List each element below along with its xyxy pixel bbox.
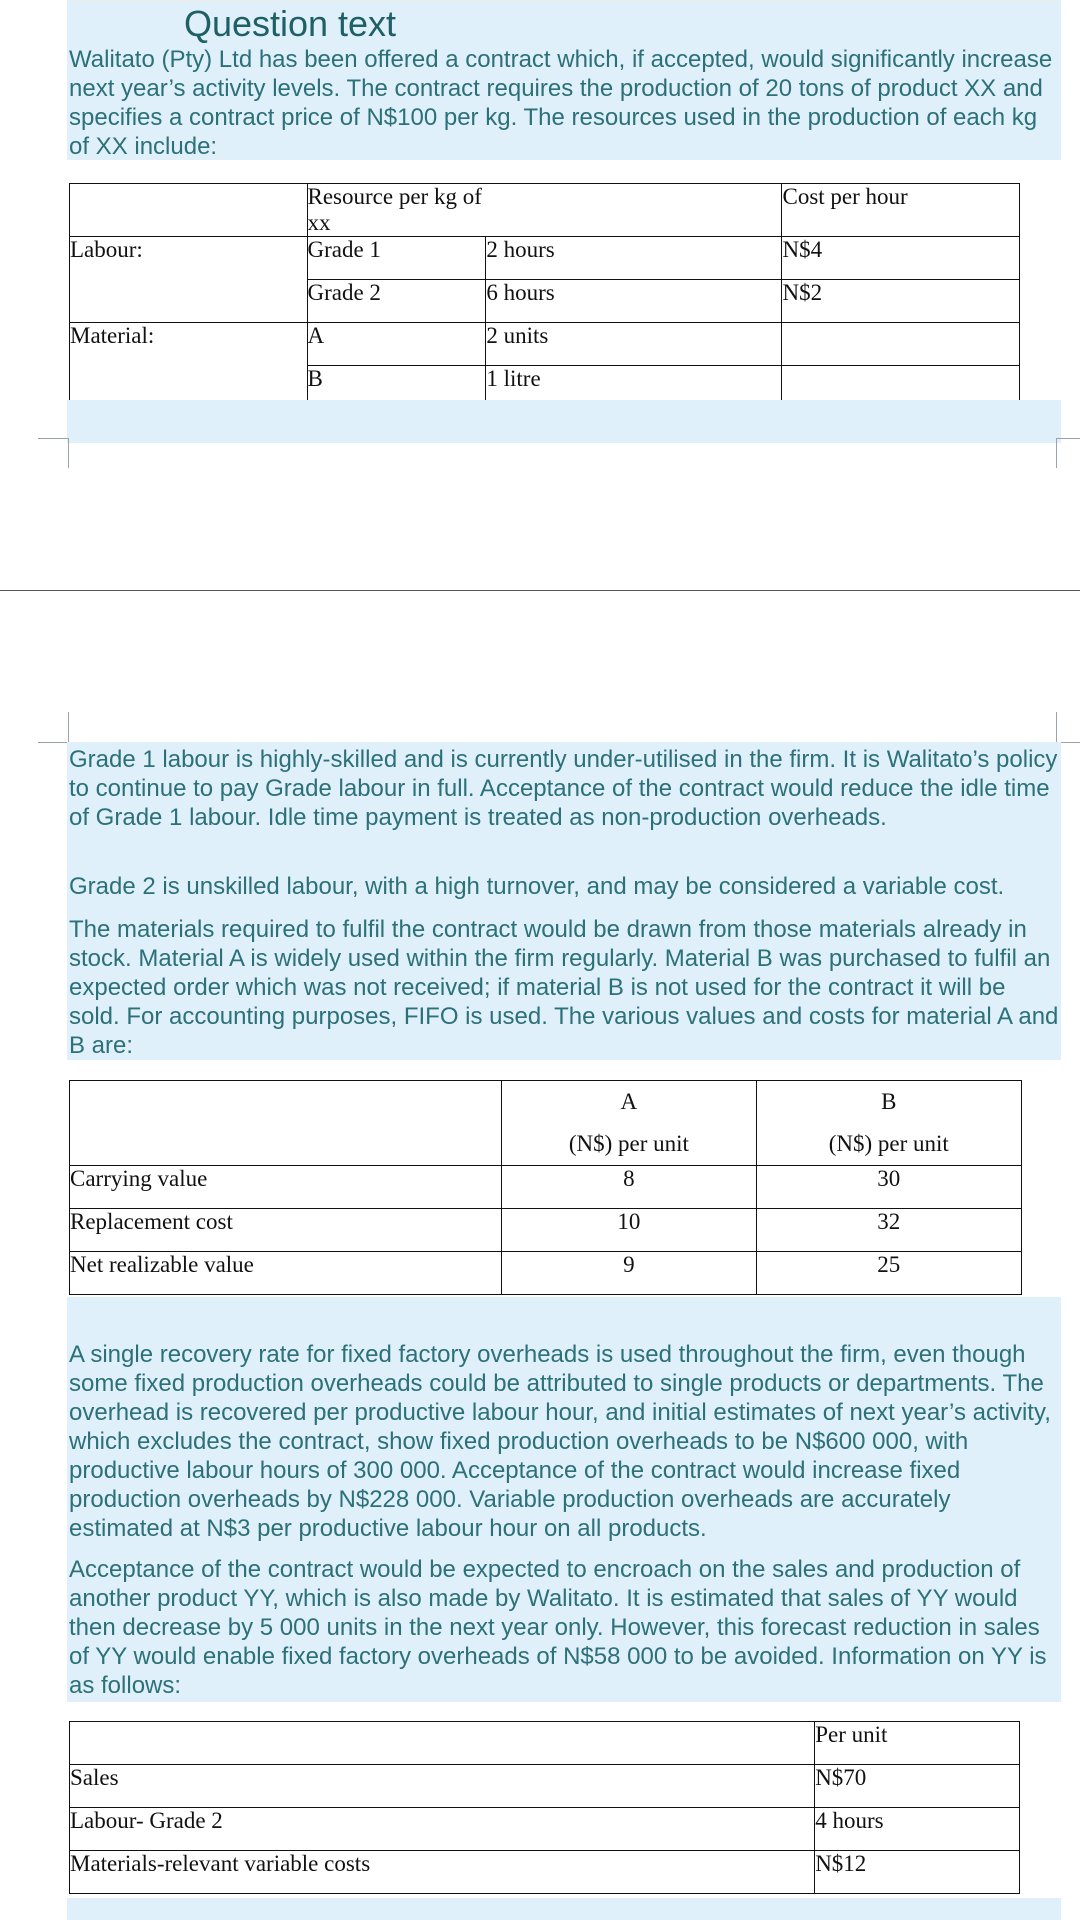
material-row-label: Replacement cost xyxy=(70,1209,502,1252)
page-corner-mark xyxy=(1056,712,1057,742)
resource-table xyxy=(69,183,1020,409)
highlight-block-2 xyxy=(67,400,1061,443)
yy-row-label: Labour- Grade 2 xyxy=(70,1808,815,1851)
resource-header-label: Resource per kg of xx xyxy=(307,184,486,237)
resource-header-empty xyxy=(70,184,308,237)
resource-row-qty: 1 litre xyxy=(486,366,782,409)
intro-paragraph: Walitato (Pty) Ltd has been offered a contract which, if accepted, would significantly increase next year’s activity levels. The contract requires the production of 20 tons of product XX and specifies a contract price of N$100 per kg. The resources used in the production of each kg of XX include: xyxy=(69,46,1053,160)
material-col-b-label: B xyxy=(881,1089,897,1114)
material-header-empty xyxy=(70,1081,502,1166)
yy-header-per-unit: Per unit xyxy=(815,1722,1020,1765)
yy-table xyxy=(69,1721,1020,1894)
material-col-b-unit: (N$) per unit xyxy=(828,1131,949,1156)
page-corner-mark xyxy=(1056,438,1057,468)
yy-row-label: Materials-relevant variable costs xyxy=(70,1851,815,1894)
yy-row-value: N$12 xyxy=(815,1851,1020,1894)
resource-row-cost xyxy=(782,323,1020,366)
yy-header-empty xyxy=(70,1722,815,1765)
page-break-line xyxy=(0,590,1080,591)
resource-row-qty: 2 units xyxy=(486,323,782,366)
page-corner-mark xyxy=(38,742,68,743)
material-header-a xyxy=(502,1081,756,1166)
resource-row-qty: 2 hours xyxy=(486,237,782,280)
material-row-a: 8 xyxy=(502,1166,756,1209)
highlight-block-5 xyxy=(67,1898,1061,1920)
yy-paragraph: Acceptance of the contract would be expected to encroach on the sales and production of another product YY, which is also made by Walitato. It is estimated that sales of YY would then decrease by 5 000 units in the next year only. However, this forecast reduction in sales of YY would enable fixed factory overheads of N$58 000 to be avoided. Information on YY is as follows: xyxy=(69,1556,1047,1699)
material-table xyxy=(69,1080,1022,1295)
resource-row-cost: N$4 xyxy=(782,237,1020,280)
resource-row-type: Grade 2 xyxy=(307,280,486,323)
resource-header-cost: Cost per hour xyxy=(782,184,1020,237)
resource-row-type: B xyxy=(307,366,486,409)
overheads-paragraph: A single recovery rate for fixed factory overheads is used throughout the firm, even though some fixed production overheads could be attributed to single products or departments. The overhead is recovered per productive labour hour, and initial estimates of next year’s activity, which excludes the contract, show fixed production overheads to be N$600 000, with productive labour hours of 300 000. Acceptance of the contract would increase fixed production overheads by N$228 000. Variable production overheads are accurately estimated at N$3 per productive labour hour on all products. xyxy=(69,1341,1051,1542)
grade2-paragraph: Grade 2 is unskilled labour, with a high turnover, and may be considered a variable cost. xyxy=(69,873,1005,900)
yy-row-value: N$70 xyxy=(815,1765,1020,1808)
resource-row-type: Grade 1 xyxy=(307,237,486,280)
material-row-b: 30 xyxy=(756,1166,1021,1209)
material-col-a-label: A xyxy=(620,1089,638,1114)
grade1-paragraph: Grade 1 labour is highly-skilled and is currently under-utilised in the firm. It is Walitato’s policy to continue to pay Grade labour in full. Acceptance of the contract would reduce the idle time of Grade 1 labour. Idle time payment is treated as non-production overheads. xyxy=(69,746,1058,831)
material-row-a: 9 xyxy=(502,1252,756,1295)
material-row-label: Carrying value xyxy=(70,1166,502,1209)
page-corner-mark xyxy=(68,712,69,742)
page-corner-mark xyxy=(38,438,68,439)
material-row-b: 32 xyxy=(756,1209,1021,1252)
resource-row-type: A xyxy=(307,323,486,366)
resource-row-label: Material: xyxy=(70,323,308,366)
yy-row-label: Sales xyxy=(70,1765,815,1808)
resource-header-blank xyxy=(486,184,782,237)
page-title: Question text xyxy=(183,3,397,44)
page-corner-mark xyxy=(1056,438,1080,439)
material-header-b xyxy=(756,1081,1021,1166)
resource-row-cost: N$2 xyxy=(782,280,1020,323)
material-row-label: Net realizable value xyxy=(70,1252,502,1295)
yy-row-value: 4 hours xyxy=(815,1808,1020,1851)
material-row-b: 25 xyxy=(756,1252,1021,1295)
resource-row-label: Labour: xyxy=(70,237,308,280)
page-corner-mark xyxy=(68,438,69,468)
resource-row-qty: 6 hours xyxy=(486,280,782,323)
resource-row-label xyxy=(70,280,308,323)
materials-paragraph: The materials required to fulfil the contract would be drawn from those materials already in stock. Material A is widely used within the firm regularly. Material B was purchased to fulfil an expected order which was not received; if material B is not used for the contract it will be sold. For accounting purposes, FIFO is used. The various values and costs for material A and B are: xyxy=(69,916,1059,1059)
material-col-a-unit: (N$) per unit xyxy=(568,1131,689,1156)
material-row-a: 10 xyxy=(502,1209,756,1252)
